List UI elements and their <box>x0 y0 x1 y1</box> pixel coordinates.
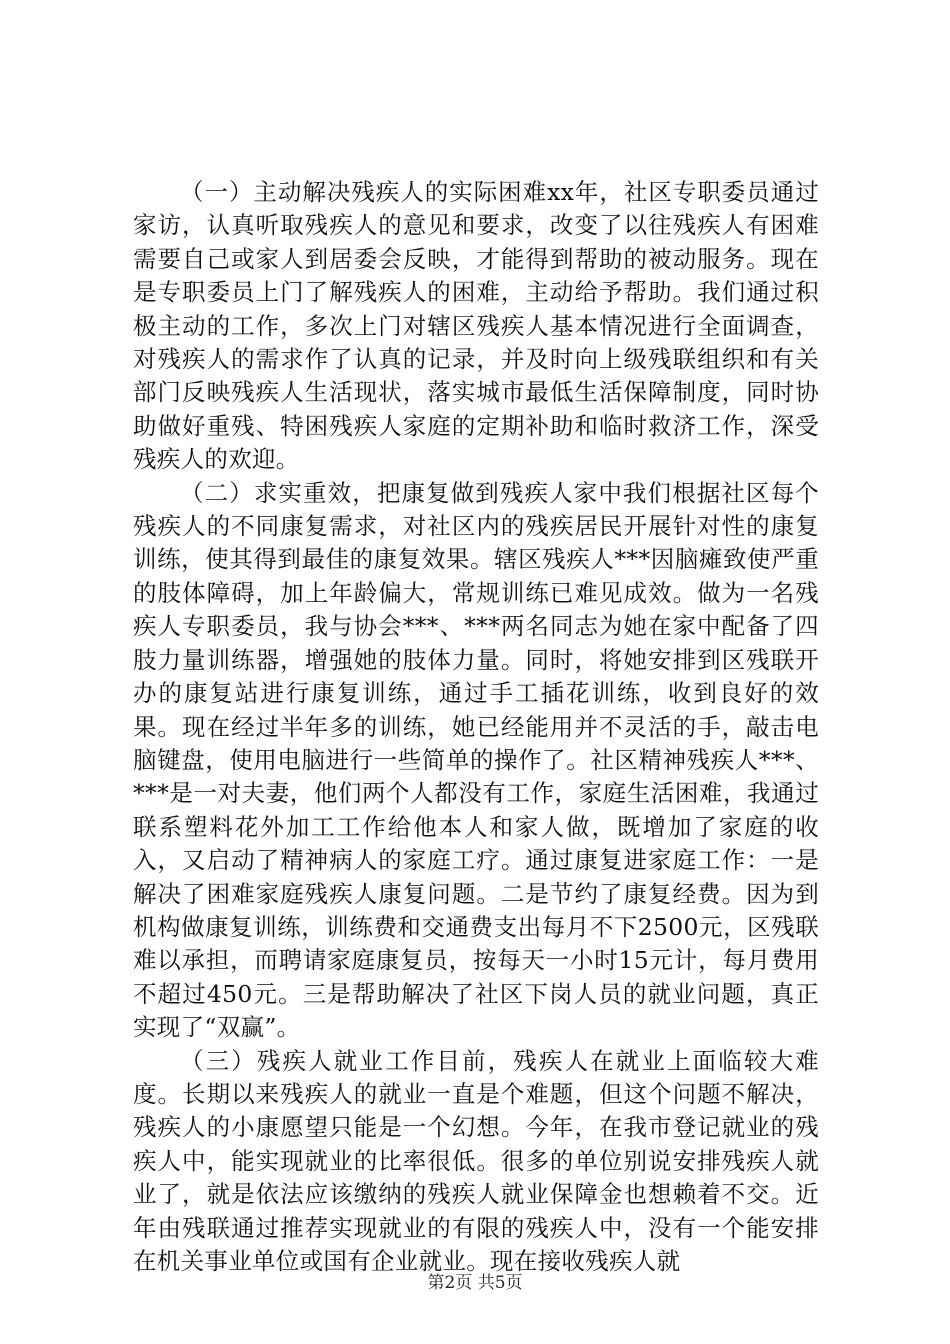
page-total: 共5页 <box>477 1273 523 1293</box>
document-body <box>133 176 819 1278</box>
page-footer <box>0 1272 950 1294</box>
page-number: 第2页 <box>427 1273 473 1293</box>
paragraph-2: （二）求实重效，把康复做到残疾人家中我们根据社区每个残疾人的不同康复需求，对社区内的残疾居民开展针对性的康复训练，使其得到最佳的康复效果。辖区残疾人***因脑瘫致使严重的肢体障碍，加上年龄偏大，常规训练已难见成效。做为一名残疾人专职委员，我与协会***、***两名同志为她在家中配备了四肢力量训练器，增强她的肢体力量。同时，将她安排到区残联开办的康复站进行康复训练，通过手工插花训练，收到良好的效果。现在经过半年多的训练，她已经能用并不灵活的手，敲击电脑键盘，使用电脑进行一些简单的操作了。社区精神残疾人***、***是一对夫妻，他们两个人都没有工作，家庭生活困难，我通过联系塑料花外加工工作给他本人和家人做，既增加了家庭的收入，又启动了精神病人的家庭工疗。通过康复进家庭工作：一是解决了困难家庭残疾人康复问题。二是节约了康复经费。因为到机构做康复训练，训练费和交通费支出每月不下2500元，区残联难以承担，而聘请家庭康复员，按每天一小时15元计，每月费用不超过450元。三是帮助解决了社区下岗人员的就业问题，真正实现了“双赢”。 <box>133 478 819 1042</box>
paragraph-3: （三）残疾人就业工作目前，残疾人在就业上面临较大难度。长期以来残疾人的就业一直是个难题，但这个问题不解决，残疾人的小康愿望只能是一个幻想。今年，在我市登记就业的残疾人中，能实现就业的比率很低。很多的单位别说安排残疾人就业了，就是依法应该缴纳的残疾人就业保障金也想赖着不交。近年由残联通过推荐实现就业的有限的残疾人中，没有一个能安排在机关事业单位或国有企业就业。现在接收残疾人就 <box>133 1046 819 1275</box>
paragraph-1: （一）主动解决残疾人的实际困难xx年，社区专职委员通过家访，认真听取残疾人的意见和要求，改变了以往残疾人有困难需要自己或家人到居委会反映，才能得到帮助的被动服务。现在是专职委员上门了解残疾人的困难，主动给予帮助。我们通过积极主动的工作，多次上门对辖区残疾人基本情况进行全面调查，对残疾人的需求作了认真的记录，并及时向上级残联组织和有关部门反映残疾人生活现状，落实城市最低生活保障制度，同时协助做好重残、特困残疾人家庭的定期补助和临时救济工作，深受残疾人的欢迎。 <box>133 178 819 474</box>
